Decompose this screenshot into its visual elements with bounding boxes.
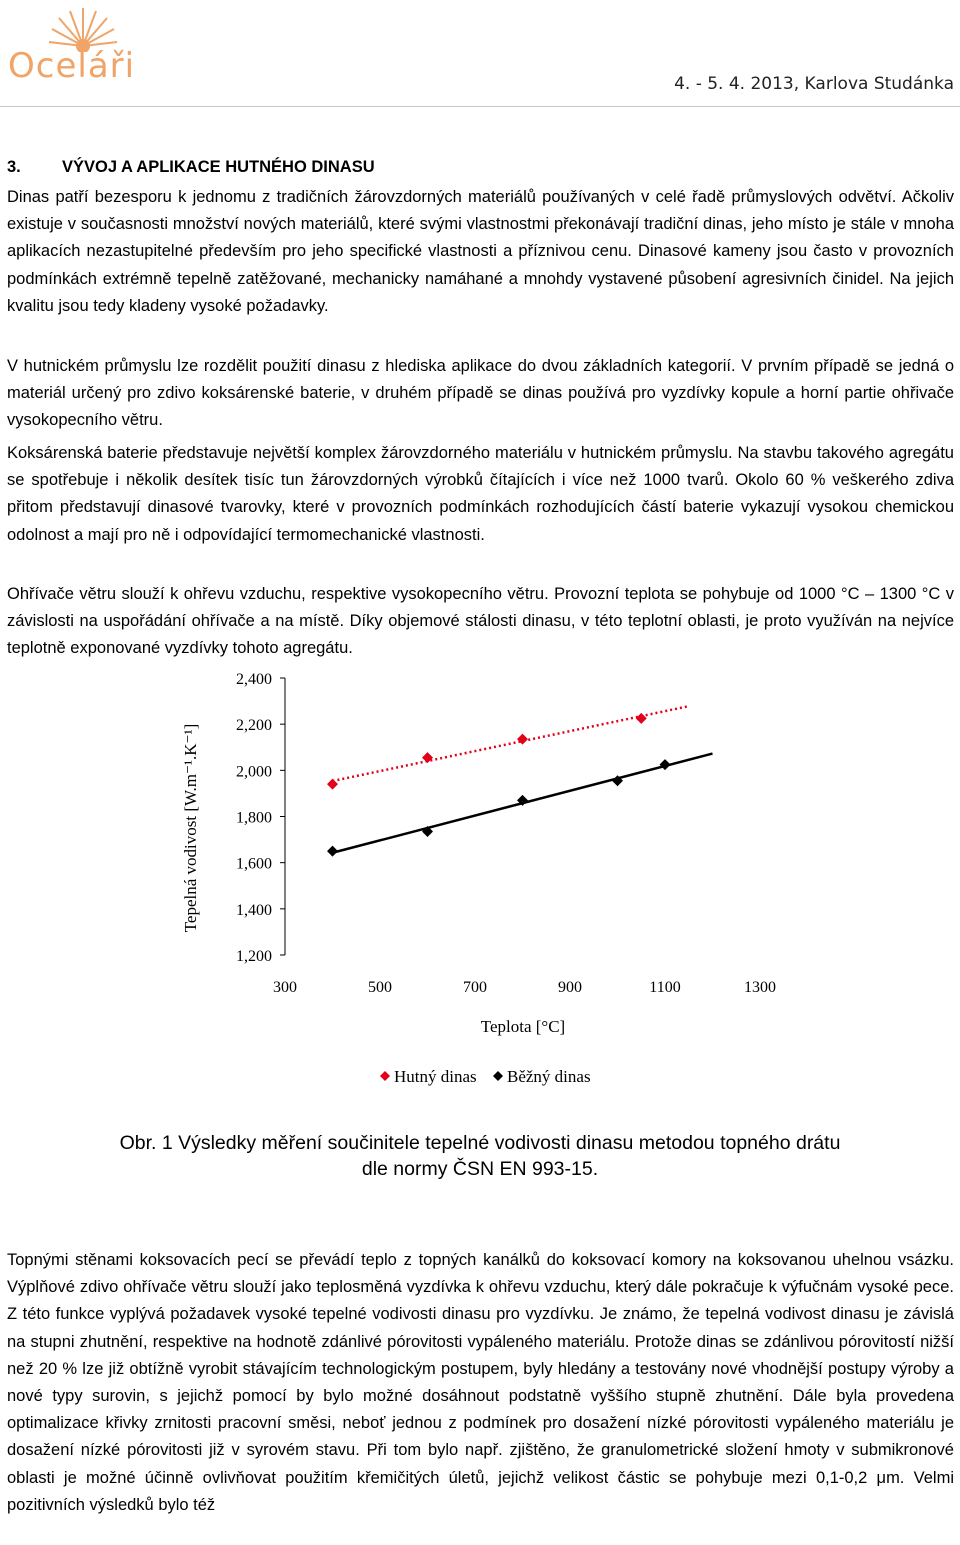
data-point (660, 759, 671, 770)
thermal-conductivity-chart (170, 660, 810, 1100)
y-tick-label: 1,800 (236, 809, 272, 827)
paragraph-3: Koksárenská baterie představuje největší komplex žárovzdorného materiálu v hutnickém průmyslu. Na stavbu takového agregátu se spotřebuje i několik desítek tisíc tun žárovzdorných výrobků čítajících i více než 1000 tvarů. Okolo 60 % veškerého zdiva přitom představují dinasové tvarovky, které v provozních podmínkách rozhodujících částí baterie vykazují vysokou chemickou odolnost a mají pro ně i odpovídající termomechanické vlastnosti. (7, 444, 954, 544)
data-point (517, 734, 528, 745)
logo (8, 2, 158, 92)
y-tick-label: 1,600 (236, 855, 272, 873)
legend-marker (493, 1071, 503, 1081)
x-tick-label: 1300 (744, 979, 776, 996)
trendline (333, 706, 689, 781)
caption-line-1: Obr. 1 Výsledky měření součinitele tepelné vodivosti dinasu metodou topného drátu (119, 1132, 841, 1154)
section-title-text: VÝVOJ A APLIKACE HUTNÉHO DINASU (62, 158, 375, 176)
series-layer (327, 706, 713, 856)
section-number: 3. (7, 158, 21, 176)
y-axis-label: Tepelná vodivost [W.m⁻¹.K⁻¹] (181, 723, 200, 933)
chart-legend (380, 1067, 591, 1086)
x-tick-label: 1100 (649, 979, 681, 996)
caption-line-2: dle normy ČSN EN 993-15. (361, 1157, 599, 1180)
x-axis-label: Teplota [°C] (480, 1017, 566, 1036)
data-point (636, 713, 647, 724)
paragraph-1: Dinas patří bezesporu k jednomu z tradičních žárovzdorných materiálů používaných v celé řadě průmyslových odvětví. Ačkoliv existuje v současnosti množství nových materiálů, které svými vlastnostmi překonávají tradiční dinas, jeho místo je stále v mnoha aplikacích nezastupitelné především pro jeho specifické vlastnosti a příznivou cenu. Dinasové kameny jsou často v provozních podmínkách extrémně tepelně zatěžované, mechanicky namáhané a mnohdy vystavené působení agresivních činidel. Na jejich kvalitu jsou tedy kladeny vysoké požadavky. (7, 188, 954, 315)
x-tick-label: 300 (273, 979, 297, 996)
sun-icon (8, 2, 158, 52)
data-point (327, 779, 338, 790)
legend-label: Hutný dinas (394, 1067, 477, 1086)
series-2 (327, 754, 713, 857)
paragraph-4: Ohřívače větru slouží k ohřevu vzduchu, respektive vysokopecního větru. Provozní teplota se pohybuje od 1000 °C – 1300 °C v závislosti na uspořádání ohřívače a na místě. Díky objemové stálosti dinasu, v této teplotní oblasti, je proto využíván na nejvíce teplotně exponované vyzdívky tohoto agregátu. (7, 585, 954, 658)
y-tick-label: 1,400 (236, 901, 272, 919)
legend-label: Běžný dinas (507, 1067, 591, 1086)
y-tick-label: 2,000 (236, 763, 272, 781)
data-point (327, 846, 338, 857)
y-tick-label: 1,200 (236, 948, 272, 965)
section-title (7, 158, 375, 177)
y-axis-ticks (236, 671, 285, 965)
x-axis-ticks (273, 979, 776, 996)
logo-text: Oceláři (8, 46, 136, 86)
header-divider (0, 106, 960, 107)
series-1 (327, 706, 689, 790)
paragraph-2: V hutnickém průmyslu lze rozdělit použití dinasu z hlediska aplikace do dvou základních kategorií. V prvním případě se jedná o materiál určený pro zdivo koksárenské baterie, v druhém případě se dinas používá pro vyzdívky kopule a horní partie ohřivače vysokopecního větru. (7, 357, 954, 430)
x-tick-label: 700 (463, 979, 487, 996)
header-date-place: 4. - 5. 4. 2013, Karlova Studánka (674, 74, 954, 94)
figure-caption (60, 1131, 900, 1182)
x-tick-label: 900 (558, 979, 582, 996)
y-tick-label: 2,200 (236, 717, 272, 735)
y-tick-label: 2,400 (236, 671, 272, 688)
x-tick-label: 500 (368, 979, 392, 996)
legend-marker (380, 1071, 390, 1081)
paragraph-5: Topnými stěnami koksovacích pecí se převádí teplo z topných kanálků do koksovací komory na koksovanou uhelnou vsázku. Výplňové zdivo ohřívače větru slouží jako teplosměná vyzdívka k ohřevu vzduchu, který dále pokračuje k výfučnám vysoké pece. Z této funkce vyplývá požadavek vysoké tepelné vodivosti dinasu pro vyzdívku. Je známo, že tepelná vodivost dinasu je závislá na stupni zhutnění, respektive na hodnotě zdánlivé pórovitosti vypáleného materiálu. Protože dinas se zdánlivou pórovitostí nižší než 20 % lze již obtížně vyrobit stávajícím technologickým postupem, byly hledány a testovány nové vhodnější postupy výroby a nové typy surovin, s jejichž pomocí by bylo možné dosáhnout podstatně vyššího stupně zhutnění. Dále byla provedena optimalizace křivky zrnitosti pracovní směsi, neboť jednou z podmínek pro dosažení nízké pórovitosti vypáleného materiálu je dosažení nízké pórovitosti již v syrovém stavu. Při tom bylo např. zjištěno, že granulometrické složení hmoty v submikronové oblasti je možné účinně ovlivňovat použitím křemičitých úletů, jejichž velikost částic se pohybuje mezi 0,1-0,2 μm. Velmi pozitivních výsledků bylo též (7, 1251, 954, 1514)
